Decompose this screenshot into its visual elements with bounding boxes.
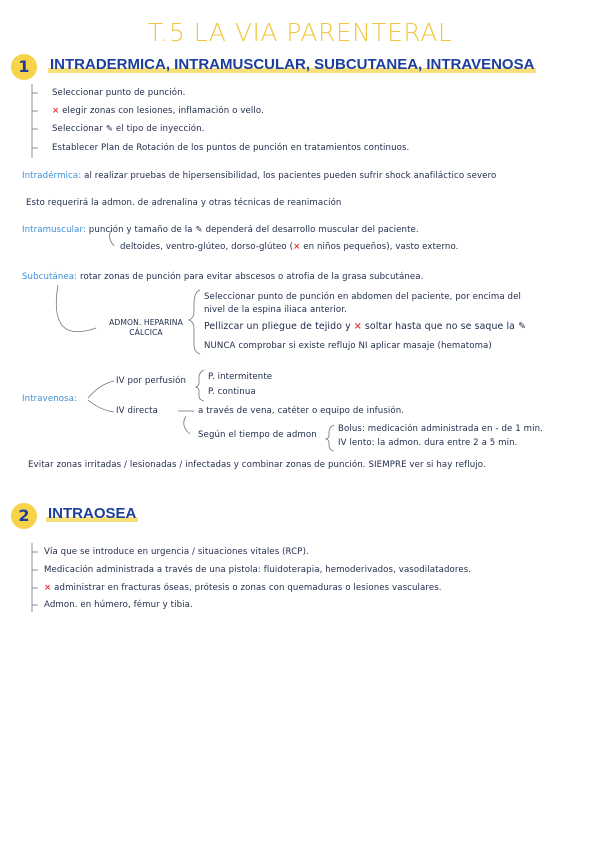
intramuscular-line: Intramuscular: punción y tamaño de la ✎ dependerá del desarrollo muscular del paciente.: [22, 225, 419, 235]
needle-icon: ✎: [105, 124, 114, 134]
heparina-item-2: Pellizcar un pliegue de tejido y × soltar hasta que no se saque la ✎: [204, 321, 527, 332]
intradermica-note: Esto requerirá la admon. de adrenalina y otras técnicas de reanimación: [26, 198, 342, 208]
intraosea-bullet-2: Medicación administrada a través de una pistola: fluidoterapia, hemoderivados, vasodilatadores.: [44, 565, 472, 575]
intravenosa-label: Intravenosa:: [22, 394, 78, 404]
intraosea-bullet-4: Admon. en húmero, fémur y tibia.: [44, 600, 193, 610]
intraosea-bullet-3: × administrar en fracturas óseas, prótesis o zonas con quemaduras o lesiones vasculares.: [44, 583, 442, 593]
cross-icon: ×: [44, 583, 52, 593]
iv-timing-bolus: Bolus: medicación administrada en - de 1 min.: [338, 424, 543, 434]
bullet-injection-type: Seleccionar ✎ el tipo de inyección.: [52, 124, 205, 134]
iv-perfusion-intermittent: P. intermitente: [208, 372, 273, 382]
iv-timing-label: Según el tiempo de admon: [198, 430, 317, 440]
heparina-item-3: NUNCA comprobar si existe reflujo NI aplicar masaje (hematoma): [204, 341, 492, 351]
iv-timing-slow: IV lento: la admon. dura entre 2 a 5 min.: [338, 438, 518, 448]
iv-perfusion: IV por perfusión: [116, 376, 187, 386]
cross-icon: ×: [52, 106, 60, 116]
bullet-avoid-zones: × elegir zonas con lesiones, inflamación o vello.: [52, 106, 264, 116]
cross-icon: ×: [353, 321, 362, 332]
section-1-heading: INTRADERMICA, INTRAMUSCULAR, SUBCUTANEA, INTRAVENOSA: [50, 56, 535, 73]
intradermica-line: Intradérmica: al realizar pruebas de hipersensibilidad, los pacientes pueden sufrir shock anafiláctico severo: [22, 171, 497, 181]
subcutanea-line: Subcutánea: rotar zonas de punción para evitar abscesos o atrofia de la grasa subcutánea.: [22, 272, 424, 282]
cross-icon: ×: [293, 242, 301, 252]
bullet-select-point: Seleccionar punto de punción.: [52, 88, 186, 98]
intramuscular-label: Intramuscular:: [22, 225, 86, 235]
iv-perfusion-continuous: P. continua: [208, 387, 256, 397]
heparina-item-1b: nivel de la espina iliaca anterior.: [204, 305, 347, 315]
bullet-rotation-plan: Establecer Plan de Rotación de los puntos de punción en tratamientos continuos.: [52, 143, 410, 153]
page-title: T.5 LA VIA PARENTERAL: [147, 18, 453, 47]
needle-icon: ✎: [518, 321, 527, 332]
intramuscular-sites: deltoides, ventro-glúteo, dorso-glúteo (× en niños pequeños), vasto externo.: [120, 242, 459, 252]
heparina-label: ADMON. HEPARINA CÁLCICA: [109, 318, 183, 337]
iv-direct: IV directa: [116, 406, 158, 416]
iv-direct-text: a través de vena, catéter o equipo de infusión.: [198, 406, 405, 416]
section-2-number: 2: [11, 503, 37, 529]
section-1-footer: Evitar zonas irritadas / lesionadas / infectadas y combinar zonas de punción. SIEMPRE ver si hay reflujo.: [28, 460, 486, 470]
intraosea-bullet-1: Vía que se introduce en urgencia / situaciones vitales (RCP).: [44, 547, 309, 557]
needle-icon: ✎: [195, 225, 203, 235]
section-1-number: 1: [11, 54, 37, 80]
subcutanea-label: Subcutánea:: [22, 272, 78, 282]
section-2-heading: INTRAOSEA: [48, 505, 137, 522]
heparina-item-1: Seleccionar punto de punción en abdomen del paciente, por encima del: [204, 292, 521, 302]
intradermica-label: Intradérmica:: [22, 171, 82, 181]
